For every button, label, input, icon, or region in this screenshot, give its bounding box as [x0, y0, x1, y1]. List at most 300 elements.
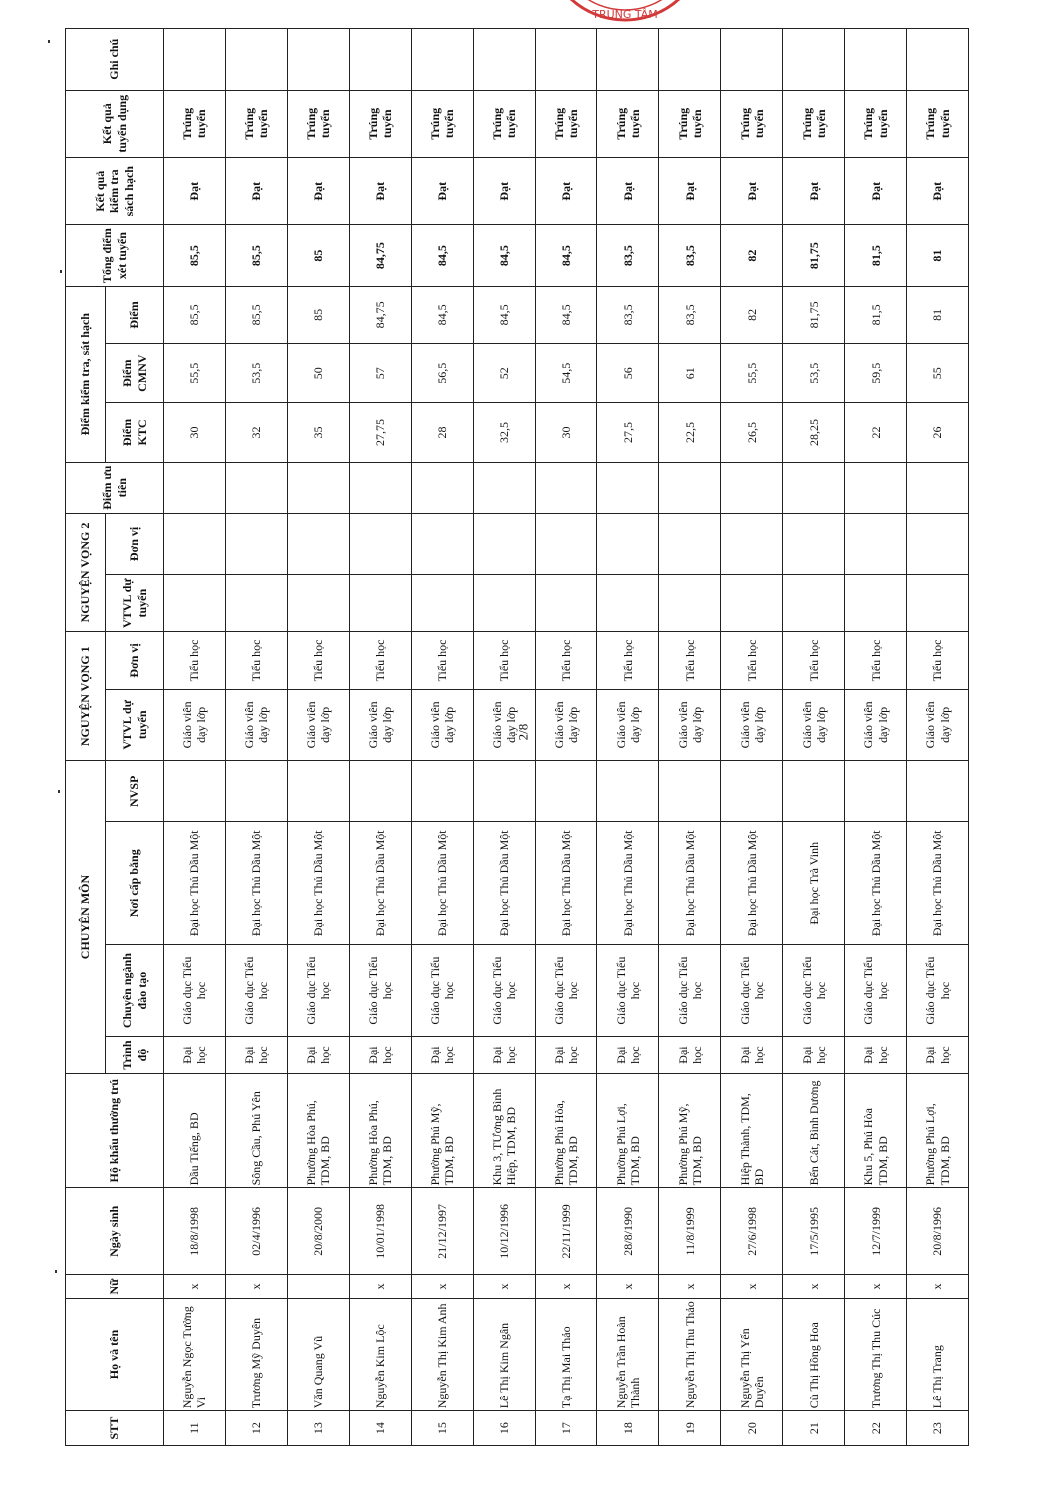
cell-wish2-unit — [349, 513, 411, 574]
cell-wish2-position — [411, 575, 473, 632]
cell-result: Trúng tuyển — [164, 90, 226, 157]
cell-unit: Tiểu học — [411, 632, 473, 689]
cell-wish2-position — [907, 575, 969, 632]
cell-check: Đạt — [411, 157, 473, 224]
cell-check: Đạt — [473, 157, 535, 224]
cell-cmnv: 56,5 — [411, 344, 473, 403]
cell-name: Cù Thị Hồng Hoa — [783, 1298, 845, 1410]
table-body — [164, 29, 969, 1446]
cell-major: Giáo dục Tiểu học — [845, 945, 907, 1037]
cell-result: Trúng tuyển — [721, 90, 783, 157]
cell-issuer: Đại học Thủ Dầu Một — [225, 822, 287, 945]
header-level: Trình độ — [106, 1037, 164, 1074]
cell-level: Đại học — [287, 1037, 349, 1074]
cell-cmnv: 54,5 — [535, 344, 597, 403]
header-issuer: Nơi cấp bằng — [106, 822, 164, 945]
cell-score: 84,5 — [411, 286, 473, 343]
cell-dob: 18/8/1998 — [164, 1188, 226, 1275]
cell-issuer: Đại học Thủ Dầu Một — [473, 822, 535, 945]
cell-dob: 10/01/1998 — [349, 1188, 411, 1275]
cell-residence: Phường Phú Lợi, TDM, BD — [907, 1073, 969, 1187]
cell-stt: 15 — [411, 1411, 473, 1446]
cell-note — [659, 29, 721, 91]
cell-name: Lê Thị Trang — [907, 1298, 969, 1410]
cell-stt: 17 — [535, 1411, 597, 1446]
cell-wish2-unit — [907, 513, 969, 574]
cell-priority — [659, 462, 721, 513]
cell-priority — [845, 462, 907, 513]
cell-note — [164, 29, 226, 91]
cell-female: x — [349, 1275, 411, 1299]
cell-nvsp — [659, 761, 721, 822]
cell-note — [535, 29, 597, 91]
cell-total: 84,5 — [411, 225, 473, 286]
cell-wish2-position — [845, 575, 907, 632]
cell-ktc: 26 — [907, 403, 969, 462]
cell-wish2-position — [225, 575, 287, 632]
cell-wish2-position — [535, 575, 597, 632]
cell-total: 81,75 — [783, 225, 845, 286]
cell-position: Giáo viên dạy lớp — [349, 689, 411, 761]
cell-stt: 16 — [473, 1411, 535, 1446]
cell-score: 83,5 — [597, 286, 659, 343]
cell-position: Giáo viên dạy lớp — [783, 689, 845, 761]
cell-major: Giáo dục Tiểu học — [659, 945, 721, 1037]
cell-note — [845, 29, 907, 91]
header-exam: Điểm kiểm tra, sát hạch — [66, 286, 106, 462]
header-total: Tổng điểm xét tuyển — [66, 225, 164, 286]
cell-ktc: 30 — [535, 403, 597, 462]
cell-name: Nguyễn Ngọc Tường Vi — [164, 1298, 226, 1410]
cell-name: Lê Thị Kim Ngân — [473, 1298, 535, 1410]
cell-stt: 13 — [287, 1411, 349, 1446]
cell-stt: 11 — [164, 1411, 226, 1446]
cell-priority — [349, 462, 411, 513]
cell-score: 84,75 — [349, 286, 411, 343]
header-wish2-position: VTVL dự tuyển — [106, 575, 164, 632]
cell-unit: Tiểu học — [473, 632, 535, 689]
cell-wish2-unit — [845, 513, 907, 574]
cell-name: Nguyễn Thị Yến Duyên — [721, 1298, 783, 1410]
cell-female: x — [721, 1275, 783, 1299]
header-residence: Hộ khẩu thường trú — [66, 1073, 164, 1187]
cell-nvsp — [411, 761, 473, 822]
cell-nvsp — [473, 761, 535, 822]
cell-female: x — [225, 1275, 287, 1299]
cell-score: 81 — [907, 286, 969, 343]
cell-female: x — [473, 1275, 535, 1299]
cell-female: x — [164, 1275, 226, 1299]
header-wish1: NGUYỆN VỌNG 1 — [66, 632, 106, 761]
table-row — [783, 29, 845, 1446]
cell-total: 81 — [907, 225, 969, 286]
cell-residence: Phường Hòa Phú, TDM, BD — [349, 1073, 411, 1187]
cell-cmnv: 52 — [473, 344, 535, 403]
cell-nvsp — [783, 761, 845, 822]
cell-total: 81,5 — [845, 225, 907, 286]
table-row — [411, 29, 473, 1446]
cell-total: 83,5 — [659, 225, 721, 286]
cell-ktc: 28 — [411, 403, 473, 462]
cell-issuer: Đại học Thủ Dầu Một — [349, 822, 411, 945]
header-score-cmnv: Điểm CMNV — [106, 344, 164, 403]
cell-stt: 22 — [845, 1411, 907, 1446]
cell-name: Văn Quang Vũ — [287, 1298, 349, 1410]
cell-level: Đại học — [164, 1037, 226, 1074]
header-wish2-unit: Đơn vị — [106, 513, 164, 574]
cell-nvsp — [349, 761, 411, 822]
cell-result: Trúng tuyển — [845, 90, 907, 157]
cell-female: x — [411, 1275, 473, 1299]
cell-total: 84,5 — [473, 225, 535, 286]
cell-total: 85,5 — [225, 225, 287, 286]
cell-level: Đại học — [473, 1037, 535, 1074]
cell-level: Đại học — [535, 1037, 597, 1074]
cell-nvsp — [597, 761, 659, 822]
cell-nvsp — [907, 761, 969, 822]
cell-level: Đại học — [349, 1037, 411, 1074]
cell-wish2-position — [164, 575, 226, 632]
cell-note — [597, 29, 659, 91]
cell-total: 85,5 — [164, 225, 226, 286]
cell-major: Giáo dục Tiểu học — [411, 945, 473, 1037]
cell-score: 82 — [721, 286, 783, 343]
cell-female: x — [845, 1275, 907, 1299]
cell-score: 85,5 — [225, 286, 287, 343]
cell-level: Đại học — [721, 1037, 783, 1074]
cell-female: x — [659, 1275, 721, 1299]
cell-ktc: 22 — [845, 403, 907, 462]
cell-ktc: 26,5 — [721, 403, 783, 462]
scan-speck — [55, 1270, 57, 1273]
table-row — [287, 29, 349, 1446]
cell-cmnv: 55 — [907, 344, 969, 403]
cell-cmnv: 55,5 — [721, 344, 783, 403]
cell-check: Đạt — [721, 157, 783, 224]
cell-cmnv: 55,5 — [164, 344, 226, 403]
cell-position: Giáo viên dạy lớp — [907, 689, 969, 761]
cell-nvsp — [225, 761, 287, 822]
cell-level: Đại học — [225, 1037, 287, 1074]
cell-nvsp — [845, 761, 907, 822]
cell-cmnv: 53,5 — [783, 344, 845, 403]
cell-female — [287, 1275, 349, 1299]
cell-check: Đạt — [907, 157, 969, 224]
cell-position: Giáo viên dạy lớp — [411, 689, 473, 761]
cell-note — [473, 29, 535, 91]
cell-unit: Tiểu học — [287, 632, 349, 689]
cell-cmnv: 56 — [597, 344, 659, 403]
cell-wish2-unit — [164, 513, 226, 574]
cell-unit: Tiểu học — [164, 632, 226, 689]
cell-stt: 18 — [597, 1411, 659, 1446]
cell-ktc: 35 — [287, 403, 349, 462]
cell-wish2-unit — [287, 513, 349, 574]
cell-name: Tạ Thị Mai Thảo — [535, 1298, 597, 1410]
cell-result: Trúng tuyển — [225, 90, 287, 157]
cell-check: Đạt — [225, 157, 287, 224]
cell-score: 84,5 — [473, 286, 535, 343]
cell-ktc: 32 — [225, 403, 287, 462]
cell-level: Đại học — [783, 1037, 845, 1074]
cell-wish2-unit — [783, 513, 845, 574]
table-row — [535, 29, 597, 1446]
cell-priority — [783, 462, 845, 513]
cell-priority — [473, 462, 535, 513]
cell-stt: 14 — [349, 1411, 411, 1446]
cell-residence: Phường Hòa Phú, TDM, BD — [287, 1073, 349, 1187]
cell-unit: Tiểu học — [907, 632, 969, 689]
cell-issuer: Đại học Thủ Dầu Một — [845, 822, 907, 945]
cell-position: Giáo viên dạy lớp — [287, 689, 349, 761]
cell-note — [225, 29, 287, 91]
cell-result: Trúng tuyển — [907, 90, 969, 157]
cell-major: Giáo dục Tiểu học — [783, 945, 845, 1037]
cell-unit: Tiểu học — [721, 632, 783, 689]
cell-priority — [164, 462, 226, 513]
cell-stt: 12 — [225, 1411, 287, 1446]
header-stt: STT — [66, 1411, 164, 1446]
cell-note — [287, 29, 349, 91]
page-number: 2/8 — [515, 723, 531, 741]
cell-major: Giáo dục Tiểu học — [597, 945, 659, 1037]
cell-total: 84,75 — [349, 225, 411, 286]
cell-issuer: Đại học Thủ Dầu Một — [597, 822, 659, 945]
cell-result: Trúng tuyển — [349, 90, 411, 157]
cell-priority — [721, 462, 783, 513]
cell-issuer: Đại học Thủ Dầu Một — [164, 822, 226, 945]
cell-wish2-unit — [411, 513, 473, 574]
cell-female: x — [907, 1275, 969, 1299]
cell-residence: Khu 3, TƯơng Bình Hiệp, TDM, BD — [473, 1073, 535, 1187]
header-name: Họ và tên — [66, 1298, 164, 1410]
cell-dob: 02/4/1996 — [225, 1188, 287, 1275]
cell-dob: 28/8/1990 — [597, 1188, 659, 1275]
cell-female: x — [535, 1275, 597, 1299]
table-row — [721, 29, 783, 1446]
table-row — [597, 29, 659, 1446]
cell-residence: Sông Cầu, Phú Yên — [225, 1073, 287, 1187]
cell-score: 84,5 — [535, 286, 597, 343]
cell-wish2-position — [783, 575, 845, 632]
table-row — [164, 29, 226, 1446]
cell-major: Giáo dục Tiểu học — [535, 945, 597, 1037]
cell-unit: Tiểu học — [659, 632, 721, 689]
cell-name: Nguyễn Kim Lộc — [349, 1298, 411, 1410]
cell-priority — [597, 462, 659, 513]
cell-wish2-position — [349, 575, 411, 632]
cell-position: Giáo viên dạy lớp — [845, 689, 907, 761]
cell-issuer: Đại học Thủ Dầu Một — [287, 822, 349, 945]
stamp-text: TRUNG TÂM — [592, 8, 658, 21]
cell-wish2-unit — [225, 513, 287, 574]
cell-result: Trúng tuyển — [659, 90, 721, 157]
cell-position: Giáo viên dạy lớp — [659, 689, 721, 761]
cell-wish2-unit — [659, 513, 721, 574]
cell-residence: Hiệp Thành, TDM, BD — [721, 1073, 783, 1187]
scan-speck — [58, 790, 60, 793]
cell-wish2-position — [659, 575, 721, 632]
cell-score: 83,5 — [659, 286, 721, 343]
cell-issuer: Đại học Thủ Dầu Một — [659, 822, 721, 945]
cell-unit: Tiểu học — [535, 632, 597, 689]
header-priority: Điểm ưu tiên — [66, 462, 164, 513]
cell-level: Đại học — [411, 1037, 473, 1074]
cell-cmnv: 57 — [349, 344, 411, 403]
cell-note — [783, 29, 845, 91]
cell-position: Giáo viên dạy lớp — [225, 689, 287, 761]
table-row — [349, 29, 411, 1446]
cell-stt: 19 — [659, 1411, 721, 1446]
header-wish1-position: VTVL dự tuyển — [106, 689, 164, 761]
header-female: Nữ — [66, 1275, 164, 1299]
cell-dob: 17/5/1995 — [783, 1188, 845, 1275]
cell-priority — [535, 462, 597, 513]
cell-unit: Tiểu học — [783, 632, 845, 689]
header-major: Chuyên ngành đào tạo — [106, 945, 164, 1037]
cell-residence: Phường Phú Mỹ, TDM, BD — [411, 1073, 473, 1187]
cell-dob: 27/6/1998 — [721, 1188, 783, 1275]
cell-wish2-unit — [535, 513, 597, 574]
cell-result: Trúng tuyển — [411, 90, 473, 157]
cell-dob: 12/7/1999 — [845, 1188, 907, 1275]
cell-nvsp — [287, 761, 349, 822]
cell-ktc: 27,5 — [597, 403, 659, 462]
cell-dob: 20/8/1996 — [907, 1188, 969, 1275]
table-row — [225, 29, 287, 1446]
cell-result: Trúng tuyển — [783, 90, 845, 157]
cell-score: 85 — [287, 286, 349, 343]
cell-issuer: Đại học Thủ Dầu Một — [535, 822, 597, 945]
cell-priority — [411, 462, 473, 513]
cell-dob: 20/8/2000 — [287, 1188, 349, 1275]
cell-major: Giáo dục Tiểu học — [287, 945, 349, 1037]
cell-dob: 10/12/1996 — [473, 1188, 535, 1275]
cell-name: Nguyễn Trần Hoàn Thành — [597, 1298, 659, 1410]
cell-nvsp — [535, 761, 597, 822]
cell-check: Đạt — [535, 157, 597, 224]
cell-position: Giáo viên dạy lớp — [473, 689, 535, 761]
cell-female: x — [783, 1275, 845, 1299]
cell-note — [349, 29, 411, 91]
cell-priority — [225, 462, 287, 513]
scan-speck — [48, 40, 50, 43]
cell-score: 81,75 — [783, 286, 845, 343]
cell-check: Đạt — [845, 157, 907, 224]
header-wish1-unit: Đơn vị — [106, 632, 164, 689]
header-check: Kết quả kiểm tra sách hạch — [66, 157, 164, 224]
cell-priority — [287, 462, 349, 513]
cell-name: Trương Mỹ Duyên — [225, 1298, 287, 1410]
cell-note — [721, 29, 783, 91]
cell-cmnv: 53,5 — [225, 344, 287, 403]
cell-level: Đại học — [907, 1037, 969, 1074]
header-note: Ghi chú — [66, 29, 164, 91]
cell-major: Giáo dục Tiểu học — [473, 945, 535, 1037]
cell-total: 83,5 — [597, 225, 659, 286]
cell-residence: Bến Cát, Bình Dương — [783, 1073, 845, 1187]
cell-issuer: Đại học Thủ Dầu Một — [721, 822, 783, 945]
cell-ktc: 28,25 — [783, 403, 845, 462]
cell-wish2-unit — [721, 513, 783, 574]
cell-score: 85,5 — [164, 286, 226, 343]
official-stamp — [540, 0, 710, 30]
cell-major: Giáo dục Tiểu học — [721, 945, 783, 1037]
cell-total: 84,5 — [535, 225, 597, 286]
cell-unit: Tiểu học — [845, 632, 907, 689]
cell-level: Đại học — [845, 1037, 907, 1074]
cell-female: x — [597, 1275, 659, 1299]
cell-result: Trúng tuyển — [597, 90, 659, 157]
cell-nvsp — [164, 761, 226, 822]
cell-residence: Phường Phú Lợi, TDM, BD — [597, 1073, 659, 1187]
cell-ktc: 32,5 — [473, 403, 535, 462]
cell-wish2-position — [597, 575, 659, 632]
cell-level: Đại học — [597, 1037, 659, 1074]
cell-residence: Khu 5, Phú Hòa TDM, BD — [845, 1073, 907, 1187]
header-result: Kết quả tuyển dụng — [66, 90, 164, 157]
cell-major: Giáo dục Tiểu học — [907, 945, 969, 1037]
cell-name: Trương Thị Thu Cúc — [845, 1298, 907, 1410]
cell-result: Trúng tuyển — [287, 90, 349, 157]
cell-unit: Tiểu học — [349, 632, 411, 689]
cell-dob: 21/12/1997 — [411, 1188, 473, 1275]
cell-name: Nguyễn Thị Thu Thảo — [659, 1298, 721, 1410]
cell-position: Giáo viên dạy lớp — [164, 689, 226, 761]
cell-result: Trúng tuyển — [473, 90, 535, 157]
table-row — [659, 29, 721, 1446]
cell-check: Đạt — [783, 157, 845, 224]
table-row — [907, 29, 969, 1446]
cell-major: Giáo dục Tiểu học — [349, 945, 411, 1037]
cell-check: Đạt — [659, 157, 721, 224]
cell-major: Giáo dục Tiểu học — [225, 945, 287, 1037]
cell-ktc: 30 — [164, 403, 226, 462]
header-wish2: NGUYỆN VỌNG 2 — [66, 513, 106, 632]
cell-check: Đạt — [349, 157, 411, 224]
header-nvsp: NVSP — [106, 761, 164, 822]
cell-position: Giáo viên dạy lớp — [535, 689, 597, 761]
cell-note — [411, 29, 473, 91]
cell-issuer: Đại học Trà Vinh — [783, 822, 845, 945]
cell-check: Đạt — [164, 157, 226, 224]
cell-nvsp — [721, 761, 783, 822]
cell-stt: 21 — [783, 1411, 845, 1446]
cell-stt: 20 — [721, 1411, 783, 1446]
cell-ktc: 27,75 — [349, 403, 411, 462]
cell-dob: 11/8/1999 — [659, 1188, 721, 1275]
header-dob: Ngày sinh — [66, 1188, 164, 1275]
cell-cmnv: 61 — [659, 344, 721, 403]
cell-check: Đạt — [287, 157, 349, 224]
cell-residence: Dầu Tiếng, BD — [164, 1073, 226, 1187]
cell-wish2-position — [287, 575, 349, 632]
cell-cmnv: 59,5 — [845, 344, 907, 403]
cell-issuer: Đại học Thủ Dầu Một — [411, 822, 473, 945]
scan-speck — [60, 270, 62, 273]
cell-level: Đại học — [659, 1037, 721, 1074]
cell-name: Nguyễn Thị Kim Anh — [411, 1298, 473, 1410]
cell-unit: Tiểu học — [225, 632, 287, 689]
cell-stt: 23 — [907, 1411, 969, 1446]
cell-issuer: Đại học Thủ Dầu Một — [907, 822, 969, 945]
cell-score: 81,5 — [845, 286, 907, 343]
cell-position: Giáo viên dạy lớp — [597, 689, 659, 761]
cell-note — [907, 29, 969, 91]
cell-cmnv: 50 — [287, 344, 349, 403]
cell-wish2-position — [721, 575, 783, 632]
cell-residence: Phường Phú Mỹ, TDM, BD — [659, 1073, 721, 1187]
